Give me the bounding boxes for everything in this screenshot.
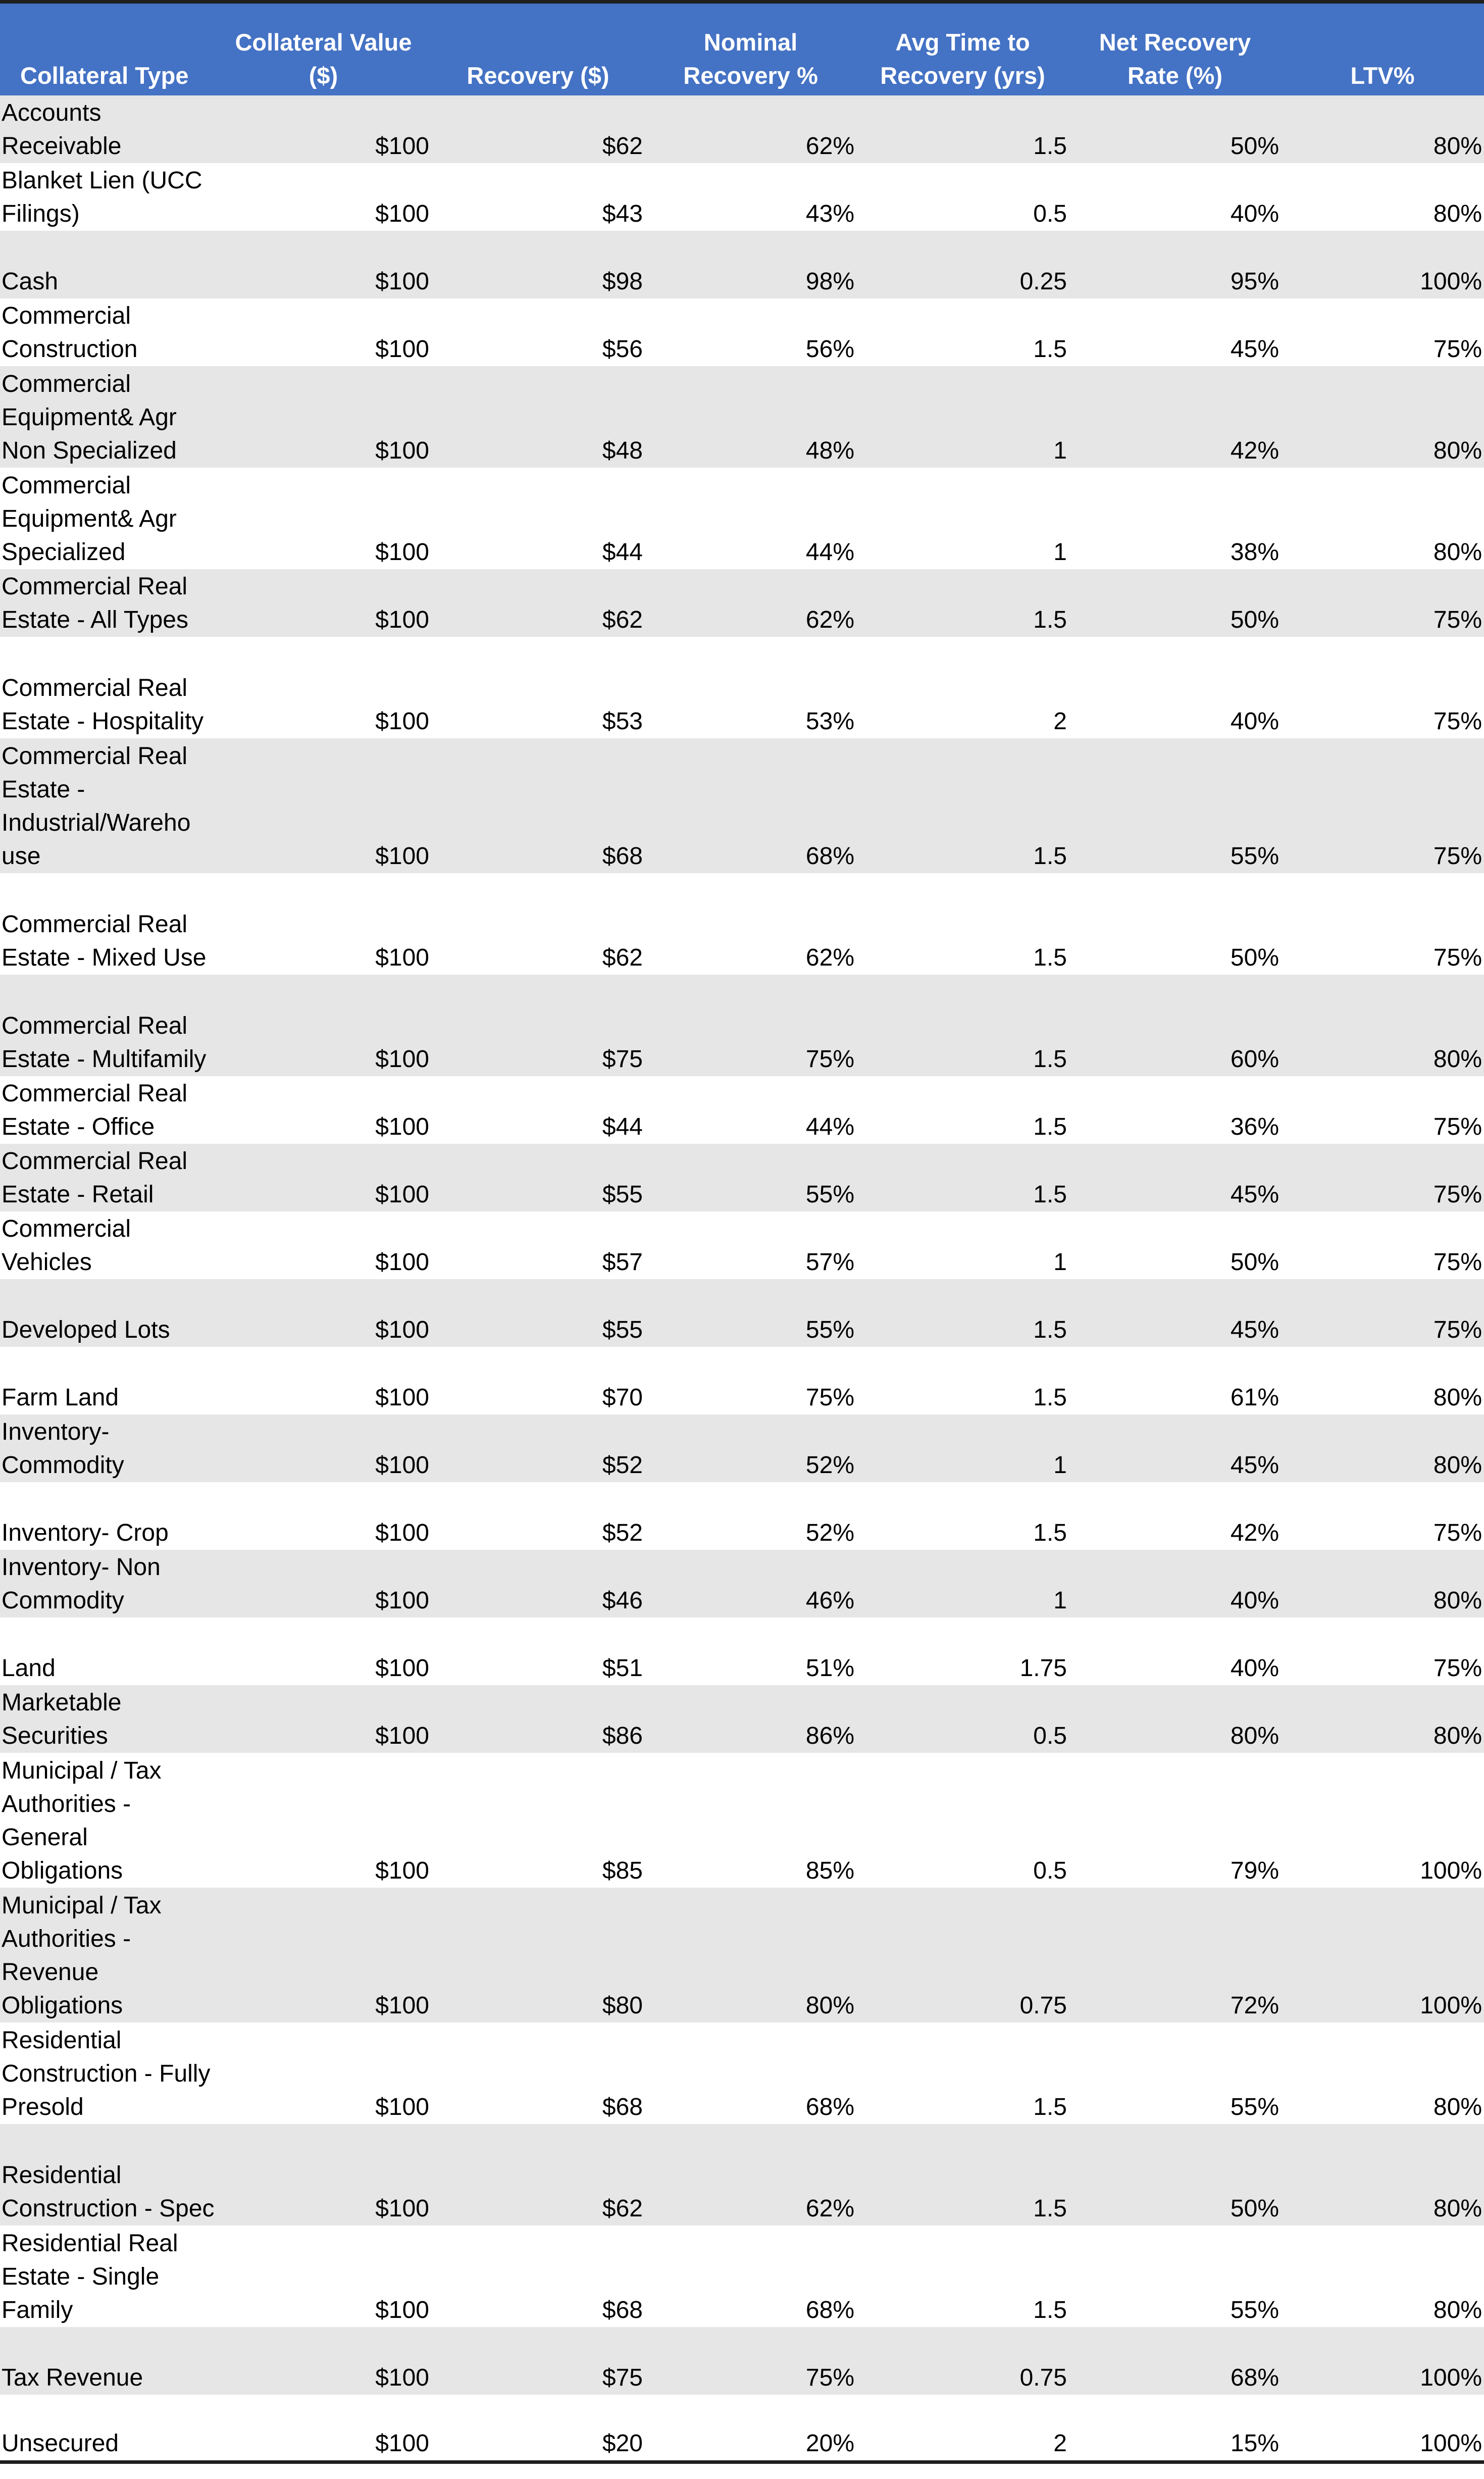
table-row <box>0 1414 1484 1482</box>
cell-recovery: $20 <box>431 2395 645 2462</box>
header-ltv: LTV% <box>1281 2 1484 95</box>
cell-avg-time: 1.5 <box>856 975 1069 1076</box>
cell-collateral-value: $100 <box>216 2327 431 2395</box>
cell-avg-time: 1 <box>856 366 1069 468</box>
cell-ltv: 75% <box>1281 569 1484 637</box>
cell-collateral-value: $100 <box>216 1144 431 1211</box>
cell-net-recovery: 50% <box>1069 569 1281 637</box>
table-body <box>0 95 1484 2462</box>
cell-collateral-type: Developed Lots <box>0 1279 216 1347</box>
cell-avg-time: 0.25 <box>856 231 1069 298</box>
cell-net-recovery: 55% <box>1069 738 1281 873</box>
cell-collateral-type: Commercial Real Estate - Hospitality <box>0 637 216 738</box>
cell-net-recovery: 40% <box>1069 637 1281 738</box>
cell-ltv: 80% <box>1281 1685 1484 1753</box>
cell-avg-time: 0.5 <box>856 1685 1069 1753</box>
cell-collateral-type: Inventory- Crop <box>0 1482 216 1550</box>
cell-avg-time: 0.75 <box>856 1888 1069 2022</box>
cell-collateral-value: $100 <box>216 1211 431 1279</box>
cell-ltv: 100% <box>1281 2395 1484 2462</box>
table-row <box>0 1550 1484 1617</box>
cell-net-recovery: 45% <box>1069 1144 1281 1211</box>
cell-net-recovery: 50% <box>1069 1211 1281 1279</box>
table-row <box>0 2124 1484 2225</box>
cell-nominal-recovery: 68% <box>645 2225 856 2327</box>
cell-ltv: 80% <box>1281 2225 1484 2327</box>
cell-recovery: $52 <box>431 1414 645 1482</box>
cell-ltv: 80% <box>1281 95 1484 163</box>
cell-collateral-value: $100 <box>216 1279 431 1347</box>
cell-net-recovery: 72% <box>1069 1888 1281 2022</box>
cell-nominal-recovery: 20% <box>645 2395 856 2462</box>
cell-recovery: $98 <box>431 231 645 298</box>
cell-collateral-type: Blanket Lien (UCC Filings) <box>0 163 216 231</box>
cell-recovery: $68 <box>431 2225 645 2327</box>
cell-recovery: $68 <box>431 2022 645 2124</box>
cell-nominal-recovery: 80% <box>645 1888 856 2022</box>
cell-collateral-value: $100 <box>216 738 431 873</box>
table-row <box>0 1685 1484 1753</box>
cell-collateral-value: $100 <box>216 231 431 298</box>
table-row <box>0 975 1484 1076</box>
cell-nominal-recovery: 55% <box>645 1144 856 1211</box>
cell-recovery: $46 <box>431 1550 645 1617</box>
cell-recovery: $48 <box>431 366 645 468</box>
cell-collateral-type: Municipal / Tax Authorities - Revenue Obligations <box>0 1888 216 2022</box>
cell-recovery: $43 <box>431 163 645 231</box>
cell-ltv: 80% <box>1281 975 1484 1076</box>
cell-recovery: $44 <box>431 1076 645 1144</box>
cell-ltv: 80% <box>1281 1414 1484 1482</box>
cell-avg-time: 1.75 <box>856 1617 1069 1685</box>
cell-nominal-recovery: 51% <box>645 1617 856 1685</box>
table-row <box>0 1888 1484 2022</box>
cell-collateral-value: $100 <box>216 95 431 163</box>
cell-collateral-type: Inventory- Non Commodity <box>0 1550 216 1617</box>
table-row <box>0 1347 1484 1414</box>
cell-collateral-type: Commercial Real Estate - Mixed Use <box>0 873 216 975</box>
cell-net-recovery: 40% <box>1069 1550 1281 1617</box>
cell-recovery: $55 <box>431 1144 645 1211</box>
cell-avg-time: 0.75 <box>856 2327 1069 2395</box>
cell-recovery: $62 <box>431 95 645 163</box>
cell-recovery: $85 <box>431 1753 645 1888</box>
cell-ltv: 75% <box>1281 1076 1484 1144</box>
cell-ltv: 75% <box>1281 1144 1484 1211</box>
cell-collateral-type: Accounts Receivable <box>0 95 216 163</box>
cell-recovery: $57 <box>431 1211 645 1279</box>
table-row <box>0 1076 1484 1144</box>
cell-ltv: 100% <box>1281 2327 1484 2395</box>
cell-recovery: $56 <box>431 298 645 366</box>
cell-avg-time: 2 <box>856 2395 1069 2462</box>
cell-net-recovery: 40% <box>1069 1617 1281 1685</box>
table-row <box>0 95 1484 163</box>
cell-collateral-value: $100 <box>216 2124 431 2225</box>
cell-net-recovery: 42% <box>1069 366 1281 468</box>
cell-avg-time: 1.5 <box>856 2022 1069 2124</box>
cell-net-recovery: 45% <box>1069 1414 1281 1482</box>
cell-collateral-type: Tax Revenue <box>0 2327 216 2395</box>
cell-recovery: $70 <box>431 1347 645 1414</box>
cell-nominal-recovery: 57% <box>645 1211 856 1279</box>
cell-recovery: $51 <box>431 1617 645 1685</box>
cell-collateral-value: $100 <box>216 1617 431 1685</box>
table-row <box>0 1144 1484 1211</box>
cell-ltv: 75% <box>1281 738 1484 873</box>
cell-ltv: 75% <box>1281 1211 1484 1279</box>
cell-recovery: $53 <box>431 637 645 738</box>
table-row <box>0 163 1484 231</box>
cell-ltv: 80% <box>1281 1347 1484 1414</box>
cell-nominal-recovery: 98% <box>645 231 856 298</box>
cell-collateral-type: Commercial Real Estate - Industrial/Wareho use <box>0 738 216 873</box>
cell-nominal-recovery: 52% <box>645 1414 856 1482</box>
cell-collateral-type: Residential Construction - Spec <box>0 2124 216 2225</box>
header-net-recovery: Net Recovery Rate (%) <box>1069 2 1281 95</box>
cell-collateral-type: Commercial Real Estate - Retail <box>0 1144 216 1211</box>
cell-nominal-recovery: 62% <box>645 873 856 975</box>
cell-avg-time: 1.5 <box>856 1347 1069 1414</box>
cell-collateral-type: Unsecured <box>0 2395 216 2462</box>
cell-collateral-type: Commercial Construction <box>0 298 216 366</box>
cell-avg-time: 1.5 <box>856 1144 1069 1211</box>
cell-collateral-type: Commercial Real Estate - Multifamily <box>0 975 216 1076</box>
cell-nominal-recovery: 75% <box>645 1347 856 1414</box>
cell-collateral-type: Residential Construction - Fully Presold <box>0 2022 216 2124</box>
cell-recovery: $86 <box>431 1685 645 1753</box>
table-row <box>0 873 1484 975</box>
cell-collateral-value: $100 <box>216 1347 431 1414</box>
cell-ltv: 75% <box>1281 873 1484 975</box>
table-row <box>0 1617 1484 1685</box>
cell-avg-time: 1.5 <box>856 298 1069 366</box>
cell-collateral-value: $100 <box>216 1753 431 1888</box>
cell-collateral-value: $100 <box>216 1414 431 1482</box>
cell-avg-time: 1 <box>856 1211 1069 1279</box>
cell-avg-time: 1 <box>856 468 1069 569</box>
cell-net-recovery: 36% <box>1069 1076 1281 1144</box>
header-avg-time: Avg Time to Recovery (yrs) <box>856 2 1069 95</box>
cell-collateral-type: Commercial Vehicles <box>0 1211 216 1279</box>
cell-avg-time: 1.5 <box>856 2124 1069 2225</box>
cell-recovery: $75 <box>431 2327 645 2395</box>
cell-collateral-value: $100 <box>216 366 431 468</box>
cell-collateral-value: $100 <box>216 2022 431 2124</box>
cell-avg-time: 1.5 <box>856 2225 1069 2327</box>
cell-ltv: 100% <box>1281 1888 1484 2022</box>
table-row <box>0 2022 1484 2124</box>
cell-ltv: 80% <box>1281 366 1484 468</box>
cell-net-recovery: 95% <box>1069 231 1281 298</box>
cell-collateral-value: $100 <box>216 2395 431 2462</box>
cell-avg-time: 0.5 <box>856 163 1069 231</box>
header-collateral-type: Collateral Type <box>0 2 216 95</box>
cell-collateral-value: $100 <box>216 569 431 637</box>
table-row <box>0 231 1484 298</box>
cell-net-recovery: 80% <box>1069 1685 1281 1753</box>
table-row <box>0 569 1484 637</box>
cell-nominal-recovery: 53% <box>645 637 856 738</box>
cell-avg-time: 1.5 <box>856 1482 1069 1550</box>
cell-nominal-recovery: 62% <box>645 2124 856 2225</box>
cell-recovery: $62 <box>431 873 645 975</box>
cell-net-recovery: 55% <box>1069 2225 1281 2327</box>
cell-nominal-recovery: 85% <box>645 1753 856 1888</box>
cell-nominal-recovery: 43% <box>645 163 856 231</box>
table-row <box>0 2327 1484 2395</box>
header-collateral-value: Collateral Value ($) <box>216 2 431 95</box>
cell-collateral-type: Residential Real Estate - Single Family <box>0 2225 216 2327</box>
cell-collateral-value: $100 <box>216 2225 431 2327</box>
cell-net-recovery: 42% <box>1069 1482 1281 1550</box>
cell-collateral-value: $100 <box>216 1482 431 1550</box>
cell-nominal-recovery: 52% <box>645 1482 856 1550</box>
cell-collateral-type: Commercial Real Estate - All Types <box>0 569 216 637</box>
cell-collateral-value: $100 <box>216 1550 431 1617</box>
cell-avg-time: 1.5 <box>856 569 1069 637</box>
cell-net-recovery: 79% <box>1069 1753 1281 1888</box>
cell-ltv: 75% <box>1281 1482 1484 1550</box>
cell-avg-time: 1 <box>856 1550 1069 1617</box>
cell-recovery: $55 <box>431 1279 645 1347</box>
cell-collateral-value: $100 <box>216 1076 431 1144</box>
cell-collateral-type: Municipal / Tax Authorities - General Obligations <box>0 1753 216 1888</box>
cell-recovery: $68 <box>431 738 645 873</box>
cell-ltv: 75% <box>1281 637 1484 738</box>
cell-net-recovery: 60% <box>1069 975 1281 1076</box>
cell-nominal-recovery: 62% <box>645 569 856 637</box>
cell-nominal-recovery: 86% <box>645 1685 856 1753</box>
cell-ltv: 80% <box>1281 1550 1484 1617</box>
cell-ltv: 75% <box>1281 1617 1484 1685</box>
cell-collateral-value: $100 <box>216 1888 431 2022</box>
cell-collateral-type: Inventory- Commodity <box>0 1414 216 1482</box>
cell-ltv: 80% <box>1281 468 1484 569</box>
cell-collateral-value: $100 <box>216 298 431 366</box>
table-row <box>0 1211 1484 1279</box>
cell-ltv: 100% <box>1281 231 1484 298</box>
cell-recovery: $62 <box>431 569 645 637</box>
cell-avg-time: 2 <box>856 637 1069 738</box>
table-row <box>0 468 1484 569</box>
cell-collateral-type: Commercial Real Estate - Office <box>0 1076 216 1144</box>
cell-ltv: 80% <box>1281 163 1484 231</box>
cell-net-recovery: 68% <box>1069 2327 1281 2395</box>
table-row <box>0 2225 1484 2327</box>
cell-recovery: $75 <box>431 975 645 1076</box>
cell-collateral-type: Marketable Securities <box>0 1685 216 1753</box>
cell-nominal-recovery: 68% <box>645 738 856 873</box>
cell-recovery: $80 <box>431 1888 645 2022</box>
header-nominal-recovery: Nominal Recovery % <box>645 2 856 95</box>
cell-net-recovery: 55% <box>1069 2022 1281 2124</box>
cell-collateral-type: Land <box>0 1617 216 1685</box>
cell-avg-time: 0.5 <box>856 1753 1069 1888</box>
cell-net-recovery: 45% <box>1069 298 1281 366</box>
cell-collateral-type: Commercial Equipment& Agr Non Specialized <box>0 366 216 468</box>
cell-recovery: $62 <box>431 2124 645 2225</box>
cell-nominal-recovery: 68% <box>645 2022 856 2124</box>
table-row <box>0 1279 1484 1347</box>
cell-net-recovery: 45% <box>1069 1279 1281 1347</box>
cell-net-recovery: 15% <box>1069 2395 1281 2462</box>
cell-nominal-recovery: 55% <box>645 1279 856 1347</box>
cell-avg-time: 1.5 <box>856 1076 1069 1144</box>
cell-nominal-recovery: 62% <box>645 95 856 163</box>
cell-nominal-recovery: 56% <box>645 298 856 366</box>
cell-net-recovery: 50% <box>1069 95 1281 163</box>
table-row <box>0 1482 1484 1550</box>
header-row <box>0 2 1484 95</box>
cell-avg-time: 1.5 <box>856 873 1069 975</box>
table-row <box>0 637 1484 738</box>
cell-avg-time: 1.5 <box>856 1279 1069 1347</box>
cell-nominal-recovery: 75% <box>645 975 856 1076</box>
cell-net-recovery: 38% <box>1069 468 1281 569</box>
cell-nominal-recovery: 44% <box>645 1076 856 1144</box>
cell-collateral-value: $100 <box>216 975 431 1076</box>
cell-collateral-type: Commercial Equipment& Agr Specialized <box>0 468 216 569</box>
cell-net-recovery: 50% <box>1069 873 1281 975</box>
cell-collateral-type: Cash <box>0 231 216 298</box>
cell-avg-time: 1 <box>856 1414 1069 1482</box>
cell-collateral-value: $100 <box>216 163 431 231</box>
cell-net-recovery: 50% <box>1069 2124 1281 2225</box>
cell-avg-time: 1.5 <box>856 738 1069 873</box>
cell-ltv: 75% <box>1281 298 1484 366</box>
cell-nominal-recovery: 75% <box>645 2327 856 2395</box>
cell-net-recovery: 61% <box>1069 1347 1281 1414</box>
cell-collateral-type: Farm Land <box>0 1347 216 1414</box>
cell-collateral-value: $100 <box>216 873 431 975</box>
cell-collateral-value: $100 <box>216 1685 431 1753</box>
table-row <box>0 738 1484 873</box>
cell-avg-time: 1.5 <box>856 95 1069 163</box>
header-recovery: Recovery ($) <box>431 2 645 95</box>
cell-nominal-recovery: 46% <box>645 1550 856 1617</box>
table-row <box>0 2395 1484 2462</box>
table-row <box>0 298 1484 366</box>
cell-net-recovery: 40% <box>1069 163 1281 231</box>
cell-ltv: 80% <box>1281 2124 1484 2225</box>
cell-ltv: 80% <box>1281 2022 1484 2124</box>
cell-collateral-value: $100 <box>216 468 431 569</box>
cell-recovery: $52 <box>431 1482 645 1550</box>
cell-ltv: 75% <box>1281 1279 1484 1347</box>
cell-recovery: $44 <box>431 468 645 569</box>
cell-nominal-recovery: 48% <box>645 366 856 468</box>
table-row <box>0 1753 1484 1888</box>
cell-ltv: 100% <box>1281 1753 1484 1888</box>
cell-collateral-value: $100 <box>216 637 431 738</box>
cell-nominal-recovery: 44% <box>645 468 856 569</box>
table-row <box>0 366 1484 468</box>
